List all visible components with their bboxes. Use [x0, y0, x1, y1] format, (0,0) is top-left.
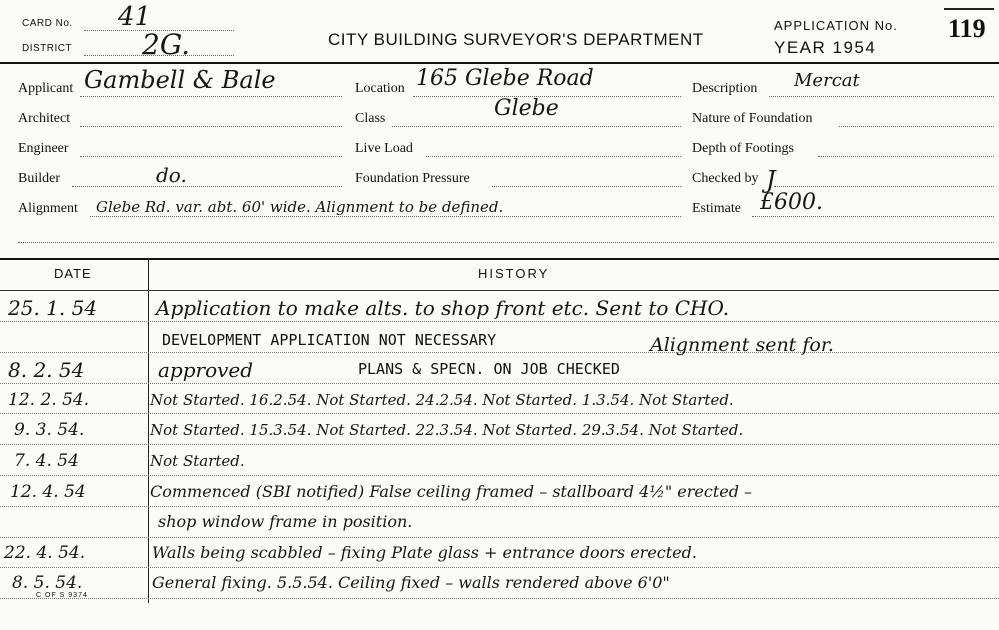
nature-label: Nature of Foundation — [692, 111, 813, 126]
district-value: 2G. — [142, 28, 191, 61]
engineer-label: Engineer — [18, 141, 69, 156]
history-date: 8. 2. 54 — [8, 358, 85, 382]
checked-line — [774, 186, 994, 187]
row-rule — [0, 383, 999, 384]
architect-line — [80, 126, 342, 127]
live-load-line — [426, 156, 681, 157]
year-label: YEAR 1954 — [774, 38, 877, 57]
checked-value: J — [766, 166, 776, 194]
applicant-value: Gambell & Bale — [84, 66, 276, 94]
history-date: 9. 3. 54. — [14, 420, 85, 440]
row-rule — [0, 598, 999, 599]
history-text: Commenced (SBI notified) False ceiling framed – stallboard 4½" erected – — [150, 482, 753, 501]
estimate-label: Estimate — [692, 201, 741, 216]
estimate-line — [752, 216, 994, 217]
row-rule — [0, 321, 999, 322]
history-note: Alignment sent for. — [650, 334, 834, 356]
row-rule — [0, 567, 999, 568]
top-right-mark — [944, 8, 994, 10]
live-load-label: Live Load — [355, 141, 413, 156]
application-no-value: 119 — [948, 14, 986, 43]
date-column-rule — [148, 258, 149, 603]
history-text: Walls being scabbled – fixing Plate glass + entrance doors erected. — [152, 543, 697, 562]
foundation-pressure-line — [492, 186, 681, 187]
applicant-line — [80, 96, 342, 97]
builder-value: do. — [156, 163, 187, 187]
form-code: C OF S 9374 — [36, 592, 88, 599]
row-rule — [0, 475, 999, 476]
depth-line — [818, 156, 994, 157]
history-date: 12. 4. 54 — [10, 482, 86, 502]
row-rule — [0, 413, 999, 414]
history-text: Not Started. 15.3.54. Not Started. 22.3.54. Not Started. 29.3.54. Not Started. — [150, 421, 744, 439]
history-date: 22. 4. 54. — [4, 543, 86, 563]
frame-top-rule — [0, 62, 999, 64]
class-value: Glebe — [494, 96, 559, 121]
card-no-value: 41 — [118, 2, 152, 32]
engineer-line — [80, 156, 342, 157]
application-no-label: APPLICATION No. — [774, 18, 898, 33]
description-line — [769, 96, 994, 97]
history-text: Application to make alts. to shop front etc. Sent to CHO. — [156, 296, 730, 320]
history-date: 25. 1. 54 — [8, 296, 98, 320]
history-date: 7. 4. 54 — [14, 451, 79, 471]
row-rule — [0, 352, 999, 353]
alignment-value: Glebe Rd. var. abt. 60' wide. Alignment to be defined. — [96, 198, 504, 216]
description-label: Description — [692, 81, 758, 96]
nature-line — [839, 126, 994, 127]
history-header: HISTORY — [478, 266, 550, 281]
class-label: Class — [355, 111, 386, 126]
builder-label: Builder — [18, 171, 60, 186]
history-header-rule — [0, 290, 999, 291]
district-label: DISTRICT — [22, 43, 73, 54]
location-label: Location — [355, 81, 405, 96]
foundation-pressure-label: Foundation Pressure — [355, 171, 470, 186]
checked-label: Checked by — [692, 171, 759, 186]
alignment-line — [90, 216, 681, 217]
alignment-label: Alignment — [18, 201, 78, 216]
history-text: shop window frame in position. — [158, 512, 413, 531]
development-stamp: DEVELOPMENT APPLICATION NOT NECESSARY — [162, 331, 497, 349]
description-value: Mercat — [794, 70, 860, 91]
location-value: 165 Glebe Road — [416, 66, 594, 91]
applicant-label: Applicant — [18, 81, 74, 96]
date-header: DATE — [54, 266, 92, 281]
blank-line — [18, 242, 994, 243]
history-date: 12. 2. 54. — [8, 390, 90, 410]
plans-checked-stamp: PLANS & SPECN. ON JOB CHECKED — [358, 360, 620, 378]
estimate-value: £600. — [760, 190, 823, 215]
history-text: Not Started. 16.2.54. Not Started. 24.2.54. Not Started. 1.3.54. Not Started. — [150, 391, 734, 409]
history-text: approved — [158, 358, 254, 382]
builder-line — [72, 186, 342, 187]
history-top-rule — [0, 258, 999, 260]
history-text: Not Started. — [150, 452, 245, 470]
row-rule — [0, 506, 999, 507]
row-rule — [0, 444, 999, 445]
architect-label: Architect — [18, 111, 71, 126]
class-line — [392, 126, 681, 127]
card-no-label: CARD No. — [22, 18, 73, 29]
row-rule — [0, 537, 999, 538]
history-text: General fixing. 5.5.54. Ceiling fixed – walls rendered above 6'0" — [152, 573, 670, 592]
depth-label: Depth of Footings — [692, 141, 794, 156]
history-date: 8. 5. 54. — [12, 573, 83, 593]
department-title: CITY BUILDING SURVEYOR'S DEPARTMENT — [328, 30, 704, 49]
